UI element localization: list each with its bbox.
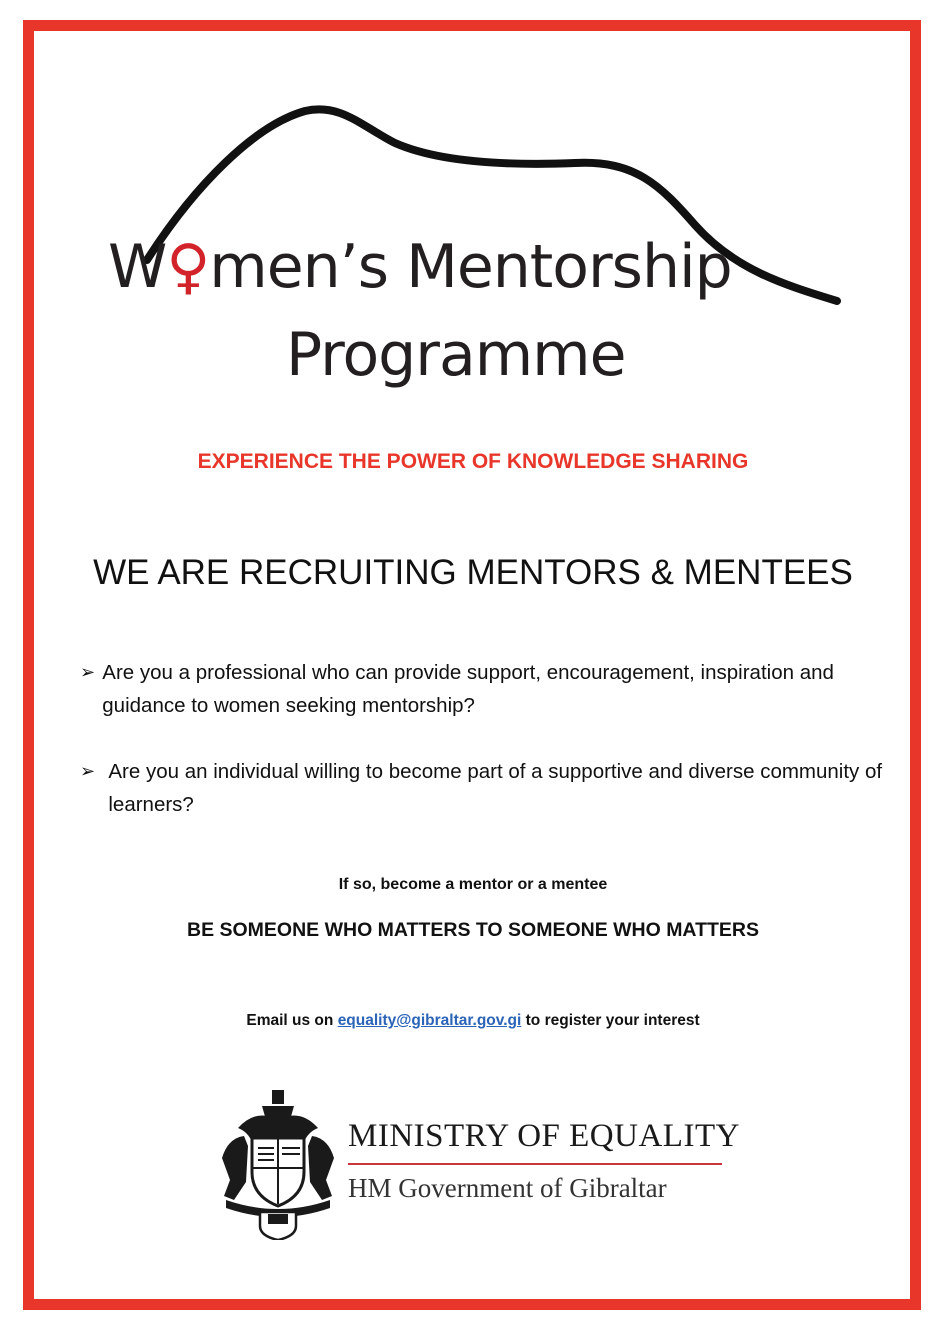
email-suffix: to register your interest <box>521 1012 700 1029</box>
bullet-text: Are you a professional who can provide support, encouragement, inspiration and guidance to women seeking mentorship? <box>102 661 834 717</box>
email-line <box>0 1012 946 1030</box>
ministry-divider <box>348 1163 722 1165</box>
bullet-text: Are you an individual willing to become part of a supportive and diverse community of learners? <box>108 760 883 816</box>
tagline: EXPERIENCE THE POWER OF KNOWLEDGE SHARING <box>197 450 749 473</box>
headline: WE ARE RECRUITING MENTORS & MENTEES <box>93 553 853 592</box>
coat-of-arms-icon <box>218 1088 338 1240</box>
bullet-list <box>80 656 900 854</box>
logo-title-rest: men’s Mentorship <box>209 232 732 302</box>
list-item <box>80 656 900 722</box>
ministry-name: MINISTRY OF EQUALITY <box>348 1118 740 1154</box>
logo-letter-w: W <box>108 232 167 302</box>
arrow-bullet-icon: ➢ <box>80 761 96 781</box>
call-to-action: If so, become a mentor or a mentee <box>338 876 608 893</box>
government-name: HM Government of Gibraltar <box>348 1173 667 1203</box>
arrow-bullet-icon: ➢ <box>80 662 96 682</box>
venus-symbol-icon: ♀ <box>166 232 210 302</box>
list-item <box>80 755 900 821</box>
logo-title <box>108 232 732 302</box>
logo-subtitle: Programme <box>286 320 626 390</box>
email-prefix: Email us on <box>246 1012 338 1029</box>
motto: BE SOMEONE WHO MATTERS TO SOMEONE WHO MATTERS <box>186 919 759 941</box>
email-link[interactable]: equality@gibraltar.gov.gi <box>337 1012 522 1029</box>
